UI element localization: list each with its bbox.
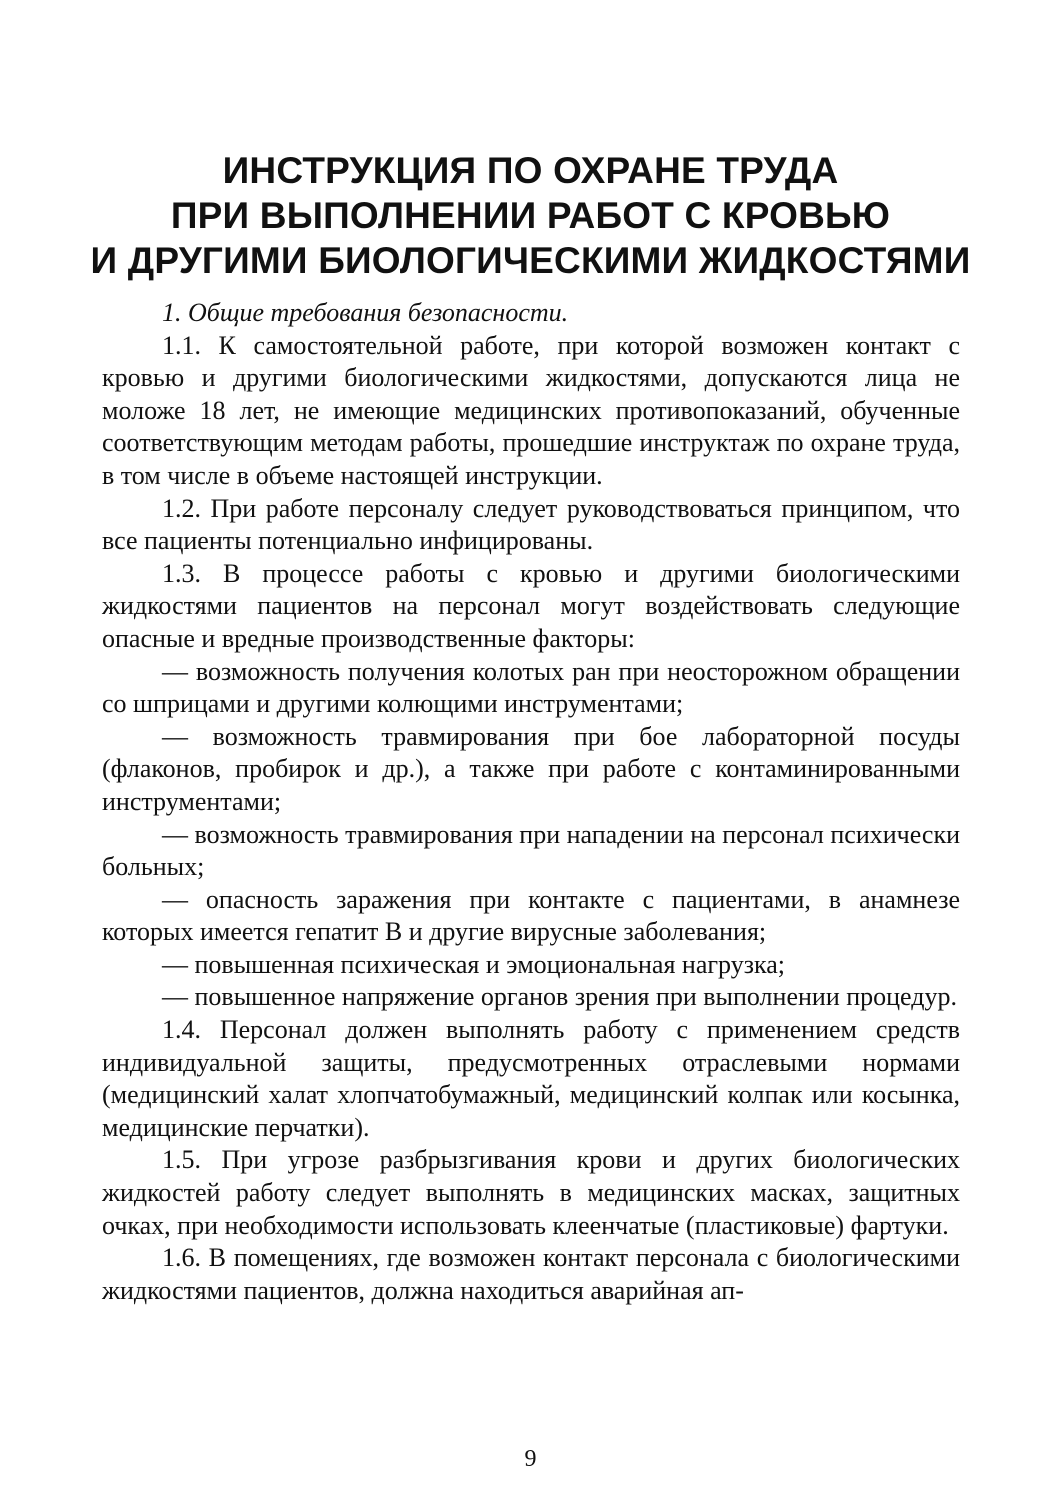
title-line: И ДРУГИМИ БИОЛОГИЧЕСКИМИ ЖИДКОСТЯМИ (90, 240, 971, 281)
list-item-hazard: — повышенное напряжение органов зрения при выполнении процедур. (162, 982, 957, 1012)
paragraph-1-5: 1.5. При угрозе разбрызгивания крови и других биологических жидкостей работу следует выполнять в медицинских масках, защитных очках, при необходимости использовать клеенчатые (пластиковые) фартуки. (102, 1145, 960, 1240)
title-line: ИНСТРУКЦИЯ ПО ОХРАНЕ ТРУДА (222, 150, 839, 191)
paragraph-1-6: 1.6. В помещениях, где возможен контакт персонала с биологическими жидкостями пациентов, должна находиться аварийная ап- (102, 1243, 960, 1305)
list-item-hazard: — возможность получения колотых ран при неосторожном обращении со шприцами и другими колющими инструментами; (102, 656, 960, 719)
paragraph-1-1: 1.1. К самостоятельной работе, при которой возможен контакт с кровью и другими биологическими жидкостями, допускаются лица не моложе 18 лет, не имеющие медицинских противопоказаний, обученные соответствующим методам работы, прошедшие инструктаж по охране труда, в том числе в объеме настоящей инструкции. (102, 330, 960, 490)
document-body (102, 297, 960, 1307)
paragraph-1-3: 1.3. В процессе работы с кровью и другими биологическими жидкостями пациентов на персонал могут воздействовать следующие опасные и вредные производственные факторы: (102, 558, 960, 653)
list-item-hazard: — опасность заражения при контакте с пациентами, в анамнезе которых имеется гепатит В и другие вирусные заболевания; (102, 884, 960, 947)
section-heading: 1. Общие требования безопасности. (162, 298, 569, 327)
document-title (80, 148, 981, 283)
paragraph-1-4: 1.4. Персонал должен выполнять работу с применением средств индивидуальной защиты, предусмотренных отраслевыми нормами (медицинский халат хлопчатобумажный, медицинский колпак или косынка, медицинские перчатки). (102, 1015, 960, 1142)
list-item-hazard: — возможность травмирования при бое лабораторной посуды (флаконов, пробирок и др.), а также при работе с контаминированными инструментами; (102, 721, 960, 816)
title-line: ПРИ ВЫПОЛНЕНИИ РАБОТ С КРОВЬЮ (170, 195, 891, 236)
list-item-hazard: — повышенная психическая и эмоциональная нагрузка; (162, 949, 785, 979)
list-item-hazard: — возможность травмирования при нападении на персонал психически больных; (102, 819, 960, 882)
page-number: 9 (524, 1446, 537, 1472)
paragraph-1-2: 1.2. При работе персоналу следует руководствоваться принципом, что все пациенты потенциально инфицированы. (102, 493, 960, 556)
